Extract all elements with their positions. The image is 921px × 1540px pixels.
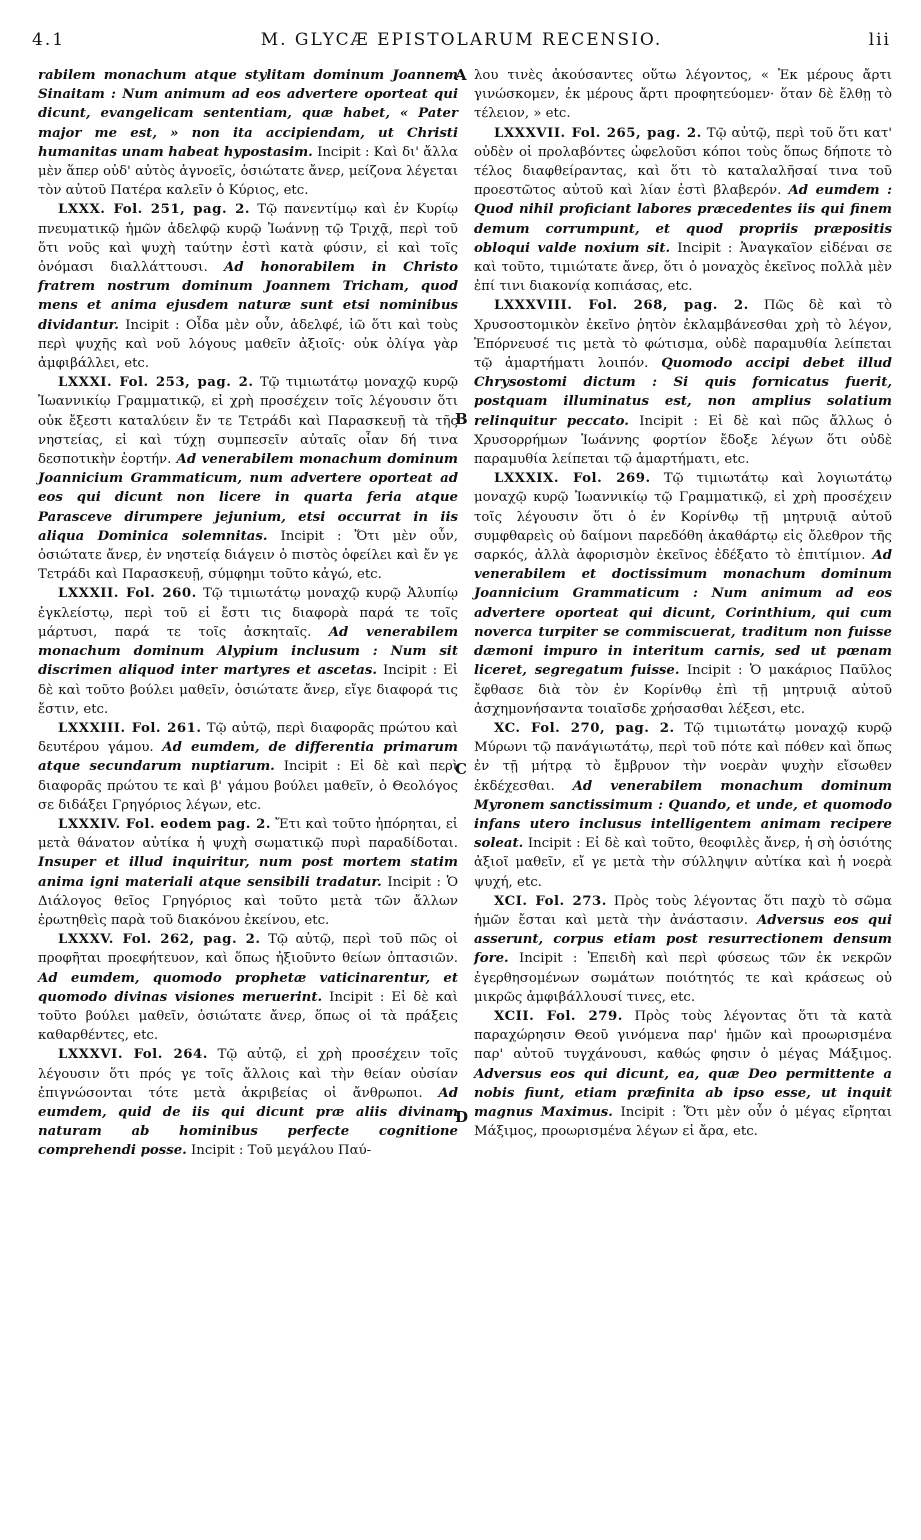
incipit-text: Incipit : Ἐπειδὴ καὶ περὶ φύσεως τῶν ἐκ νεκρῶν ἐγερθησομένων σωμάτων ποιότητός τε καὶ κράσεως οὐ μικρῶς ἀμφιβάλλουσί τινες, etc. [474,951,892,1005]
incipit-text: Incipit : Τοῦ μεγάλου Παύ- [191,1143,372,1159]
right-column [474,66,892,1141]
letter-entry [474,66,892,124]
entry-number: LXXX. Fol. 251, pag. 2. [58,202,251,218]
latin-title: rabilem monachum atque stylitam dominum Joannem Sinaitam : Num animum ad eos advertere oporteat qui dicunt, evangelicam sententiam, quæ habet, « Pater major me est, » non ita accipiendam, ut Christi humanitas unam habeat hypostasim. [38,68,458,160]
entry-number: LXXXVI. Fol. 264. [58,1047,208,1063]
greek-title: Τῷ αὐτῷ, εἰ χρὴ προσέχειν τοῖς λέγουσιν ὅτι πρός γε τοῖς ἄλλοις καὶ τὴν θείαν οὐσίαν ἐπιγνώσονται τότε μετὰ ἀκριβείας οἱ ἄνθρωποι. [38,1047,458,1101]
letter-entry [38,584,458,718]
latin-title: Ad honorabilem in Christo fratrem nostrum dominum Joannem Tricham, quod mens et anima ejusdem naturæ sunt etsi nominibus dividantur. [38,260,458,333]
incipit-text: Incipit : Εἰ δὲ καὶ τοῦτο βούλει μαθεῖν, ὁσιώτατε ἄνερ, εἴγε διαφορά τις ἔστιν, etc. [38,663,458,717]
letter-entry [38,930,458,1045]
latin-title: Quomodo accipi debet illud Chrysostomi dictum : Si quis fornicatus fuerit, postquam illuminatus est, non amplius solatium relinquitur peccato. [474,356,892,429]
greek-title: Τῷ πανεντίμῳ καὶ ἐν Κυρίῳ πνευματικῷ ἡμῶν ἀδελφῷ κυρῷ Ἰωάννῃ τῷ Τριχᾷ, περὶ τοῦ ὅτι νοῦς καὶ ψυχὴ ταύτην ἐστὶ κατὰ φύσιν, εἰ καὶ τοῖς ὀνόμασι διαλλάττουσι. [38,202,458,276]
incipit-text: Incipit : Καὶ δι' ἄλλα μὲν ἅπερ οὐδ' αὐτὸς ἀγνοεῖς, ὁσιώτατε ἄνερ, μείζονα λέγεται τὸν αὐτοῦ Πατέρα καλεῖν ὁ Κύριος, etc. [38,144,459,199]
latin-title: Insuper et illud inquiritur, num post mortem statim anima igni materiali atque sensibili tradatur. [38,855,458,890]
letter-entry [474,1007,892,1141]
greek-title: Τῷ αὐτῷ, περὶ τοῦ ὅτι κατ' οὐδὲν οἱ προλαβόντες ὠφελοῦσι κόποι τοὺς ὅπως δήποτε τὸ τέλος διαφθείραντας, καὶ ὅτι τὸ καταλαλῆσαί τινα τοῦ προεστῶτος αὐτοῦ καὶ λίαν ἐστὶ βλαβερόν. [474,125,892,199]
latin-title: Ad eumdem, quid de iis qui dicunt præ aliis divinam naturam ab hominibus perfecte cognitione comprehendi posse. [38,1085,458,1159]
entry-number: LXXXVIII. Fol. 268, pag. 2. [494,298,749,314]
incipit-text: Incipit : Εἰ δὲ καὶ πῶς ἄλλως ὁ Χρυσορρήμων Ἰωάννης φορτίον ἔδοξε λέγων ὅτι οὐδὲ παραμυθία λείπεται τῷ ἁμαρτήματι, etc. [474,413,892,468]
greek-title: Πρὸς τοὺς λέγοντας ὅτι παχὺ τὸ σῶμα ἡμῶν ἔσται καὶ μετὰ τὴν ἀνάστασιν. [474,893,892,928]
greek-title: Τῷ αὐτῷ, περὶ τοῦ πῶς οἱ προφῆται προεφήτευον, καὶ ὅπως ἠξιοῦντο θείων ὀπτασιῶν. [38,932,458,967]
margin-letter-c: C [455,760,467,778]
greek-title: Τῷ αὐτῷ, περὶ διαφορᾶς πρώτου καὶ δευτέρου γάμου. [38,720,458,756]
letter-entry [474,719,892,892]
entry-number: XCII. Fol. 279. [494,1008,623,1024]
incipit-text: Incipit : Εἰ δὲ καὶ τοῦτο βούλει μαθεῖν, ὁσιώτατε ἄνερ, ὅπως οἱ τὰ πράξεις καθαρθέντες, etc. [38,989,458,1044]
letter-entry [38,66,458,200]
letter-entry [38,815,458,930]
latin-title: Ad eumdem : Quod nihil proficiant labores præcedentes iis qui finem demum corrumpunt, et quod propriis præpositis obloqui valde noxium sit. [474,183,893,256]
latin-title: Adversus eos qui asserunt, corpus etiam post resurrectionem densum fore. [474,912,892,967]
greek-title: Πρὸς τοὺς λέγοντας ὅτι τὰ κατὰ παραχώρησιν Θεοῦ γινόμενα παρ' ἡμῶν καὶ προωρισμένα παρ' αὐτοῦ τυγχάνουσι, καθώς φησιν ὁ μέγας Μάξιμος. [474,1008,892,1063]
latin-title: Ad venerabilem et doctissimum monachum dominum Joannicium Grammaticum : Num animum ad eos advertere oporteat qui dicunt, Corinthium, qui cum noverca turpiter se commiscuerat, traditum non fuisse dæmoni impuro in interitum carnis, sed ut pœnam liceret, segregatum fuisse. [474,548,893,679]
left-column [38,66,458,1161]
entry-number: LXXXII. Fol. 260. [58,586,197,602]
latin-title: Ad eumdem, de differentia primarum atque secundarum nuptiarum. [38,740,458,775]
greek-title: Ἔτι καὶ τοῦτο ἠπόρηται, εἰ μετὰ θάνατον αὐτίκα ἡ ψυχὴ σωματικῷ πυρὶ παραδίδοται. [38,816,459,852]
letter-entry [38,200,458,373]
page-number-right: lii [868,30,891,50]
margin-letter-b: B [455,410,468,428]
running-header [32,30,891,56]
greek-title: Τῷ τιμιωτάτῳ μοναχῷ κυρῷ Μύρωνι τῷ πανάγιωτάτῳ, περὶ τοῦ πότε καὶ πόθεν καὶ ὅπως ἐν τῇ μήτρᾳ τὸ ἔμβρυον τὴν νοερὰν ψυχὴν εἴσωθεν ἐκδέχεσθαι. [474,720,893,794]
letter-entry [474,469,892,719]
incipit-text: Incipit : Ὅτι μὲν οὖν, ὁσιώτατε ἄνερ, ἐν νηστείᾳ διάγειν ὁ πιστὸς ὀφείλει καὶ ἔν γε Τετράδι καὶ Παρασκευῇ, σύμφημι τοῦτο κἀγώ, etc. [38,528,458,583]
entry-number: LXXXVII. Fol. 265, pag. 2. [494,125,702,141]
margin-letter-d: D [455,1108,469,1126]
incipit-text: Incipit : Εἰ δὲ καὶ περὶ διαφορᾶς πρώτου τε καὶ β' γάμου βούλει μαθεῖν, ὁ Θεολόγος σε διδάξει Γρηγόριος λέγων, etc. [38,759,458,813]
letter-entry [38,1045,458,1160]
letter-entry [38,719,458,815]
entry-number: LXXXIV. Fol. eodem pag. 2. [58,816,271,832]
entry-number: XC. Fol. 270, pag. 2. [494,720,675,736]
entry-number: LXXXIX. Fol. 269. [494,471,651,487]
page-title: M. GLYCÆ EPISTOLARUM RECENSIO. [260,30,663,50]
entry-number: XCI. Fol. 273. [494,893,607,909]
incipit-text: Incipit : Ὅτι μὲν οὖν ὁ μέγας εἴρηται Μάξιμος, προωρισμένα λέγων εἰ ἄρα, etc. [474,1104,892,1140]
incipit-text: Incipit : Ὁ Διάλογος θεῖος Γρηγόριος καὶ τοῦτο μετὰ τῶν ἄλλων ἐρωτηθεὶς παρὰ τοῦ διακόνου ἐκείνου, etc. [38,874,458,928]
latin-title: Ad venerabilem monachum dominum Myronem sanctissimum : Quando, et unde, et quomodo infans utero inclusus intelligentem animam recipere soleat. [474,778,892,852]
greek-title: Τῷ τιμιωτάτῳ μοναχῷ κυρῷ Ἰωαννικίῳ Γραμματικῷ, εἰ χρὴ προσέχειν τοῖς λέγουσιν ὅτι οὐκ ἔξεστι καταλύειν ἔν τε Τετράδι καὶ Παρασκευῇ τὰ τῆς νηστείας, εἰ καὶ τύχῃ συμπεσεῖν αὐταῖς οἷαν δή τινα δεσποτικὴν ἑορτήν. [38,375,458,468]
latin-title: Ad venerabilem monachum dominum Joannicium Grammaticum, num advertere oporteat ad eos qui dicunt non licere in quarta feria atque Parasceve dirumpere jejunium, etsi occurrat in iis aliqua Dominica solemnitas. [38,452,459,544]
letter-entry [474,124,892,297]
incipit-text: Incipit : Ἀναγκαῖον εἰδέναι σε καὶ τοῦτο, τιμιώτατε ἄνερ, ὅτι ὁ μοναχὸς ἐκεῖνος πολλὰ μὲν ἐπί τινι διακονίᾳ κοπιάσας, etc. [474,240,893,295]
page-number-left: 4.1 [32,30,66,50]
incipit-text: Incipit : Εἰ δὲ καὶ τοῦτο, θεοφιλὲς ἄνερ, ἡ σὴ ὁσιότης ἀξιοῖ μαθεῖν, εἴ γε μετὰ τὴν σύλληψιν αὐτίκα καὶ ἡ νοερὰ ψυχή, etc. [474,836,892,890]
greek-title: Τῷ τιμιωτάτῳ καὶ λογιωτάτῳ μοναχῷ κυρῷ Ἰωαννικίῳ τῷ Γραμματικῷ, εἰ χρὴ προσέχειν τοῖς λέγουσιν ὅτι ὁ ἐν Κορίνθῳ τῇ μητρυιᾷ αὐτοῦ συμφθαρεὶς οὐ δαίμονι παρεδόθη ἀκαθάρτῳ εἰς ὄλεθρον τῆς σαρκός, ἀλλὰ ἀφορισμὸν ἐκεῖνος ἐδέξατο τὸ ἐπιτίμιον. [474,471,893,564]
entry-number: LXXXV. Fol. 262, pag. 2. [58,932,261,948]
greek-title: Τῷ τιμιωτάτῳ μοναχῷ κυρῷ Ἀλυπίῳ ἐγκλείστῳ, περὶ τοῦ εἰ ἔστι τις διαφορὰ παρά τε τοῖς μάρτυσι, παρά τε τοῖς ἀσκηταῖς. [38,586,458,640]
entry-number: LXXXI. Fol. 253, pag. 2. [58,375,254,391]
latin-title: Adversus eos qui dicunt, ea, quæ Deo permittente a nobis fiunt, etiam præfinita ab ipso esse, ut inquit magnus Maximus. [474,1066,892,1120]
latin-title: Ad eumdem, quomodo prophetæ vaticinarentur, et quomodo divinas visiones meruerint. [38,970,458,1005]
letter-entry [474,892,892,1007]
incipit-text: λου τινὲς ἀκούσαντες οὕτω λέγοντος, « Ἐκ μέρους ἄρτι γινώσκομεν, ἐκ μέρους ἄρτι προφητεύομεν· ὅταν δὲ ἔλθῃ τὸ τέλειον, » etc. [474,68,892,122]
letter-entry [38,373,458,584]
incipit-text: Incipit : Οἶδα μὲν οὖν, ἀδελφέ, ἰῶ ὅτι καὶ τοὺς περὶ ψυχῆς καὶ νοῦ λόγους μαθεῖν ἀξιοῖς· οὐκ ὀλίγα γὰρ ἀμφιβάλλει, etc. [38,317,458,372]
letter-entry [474,296,892,469]
incipit-text: Incipit : Ὁ μακάριος Παῦλος ἔφθασε διὰ τὸν ἐν Κορίνθῳ ἐπὶ τῇ μητρυιᾷ αὐτοῦ ἀσχημονήσαντα τοιαῖσδε χρήσασθαι λέξεσι, etc. [474,663,892,717]
margin-letter-a: A [455,66,467,84]
entry-number: LXXXIII. Fol. 261. [58,720,202,736]
latin-title: Ad venerabilem monachum dominum Alypium inclusum : Num sit discrimen aliquod inter martyres et ascetas. [38,624,459,679]
greek-title: Πῶς δὲ καὶ τὸ Χρυσοστομικὸν ἐκεῖνο ῥητὸν ἐκλαμβάνεσθαι χρὴ τὸ λέγον, Ἐπόρνευσέ τις μετὰ τὸ φώτισμα, οὐδὲ παραμυθία λείπεται τῷ ἁμαρτήματι λοιπόν. [474,298,892,372]
